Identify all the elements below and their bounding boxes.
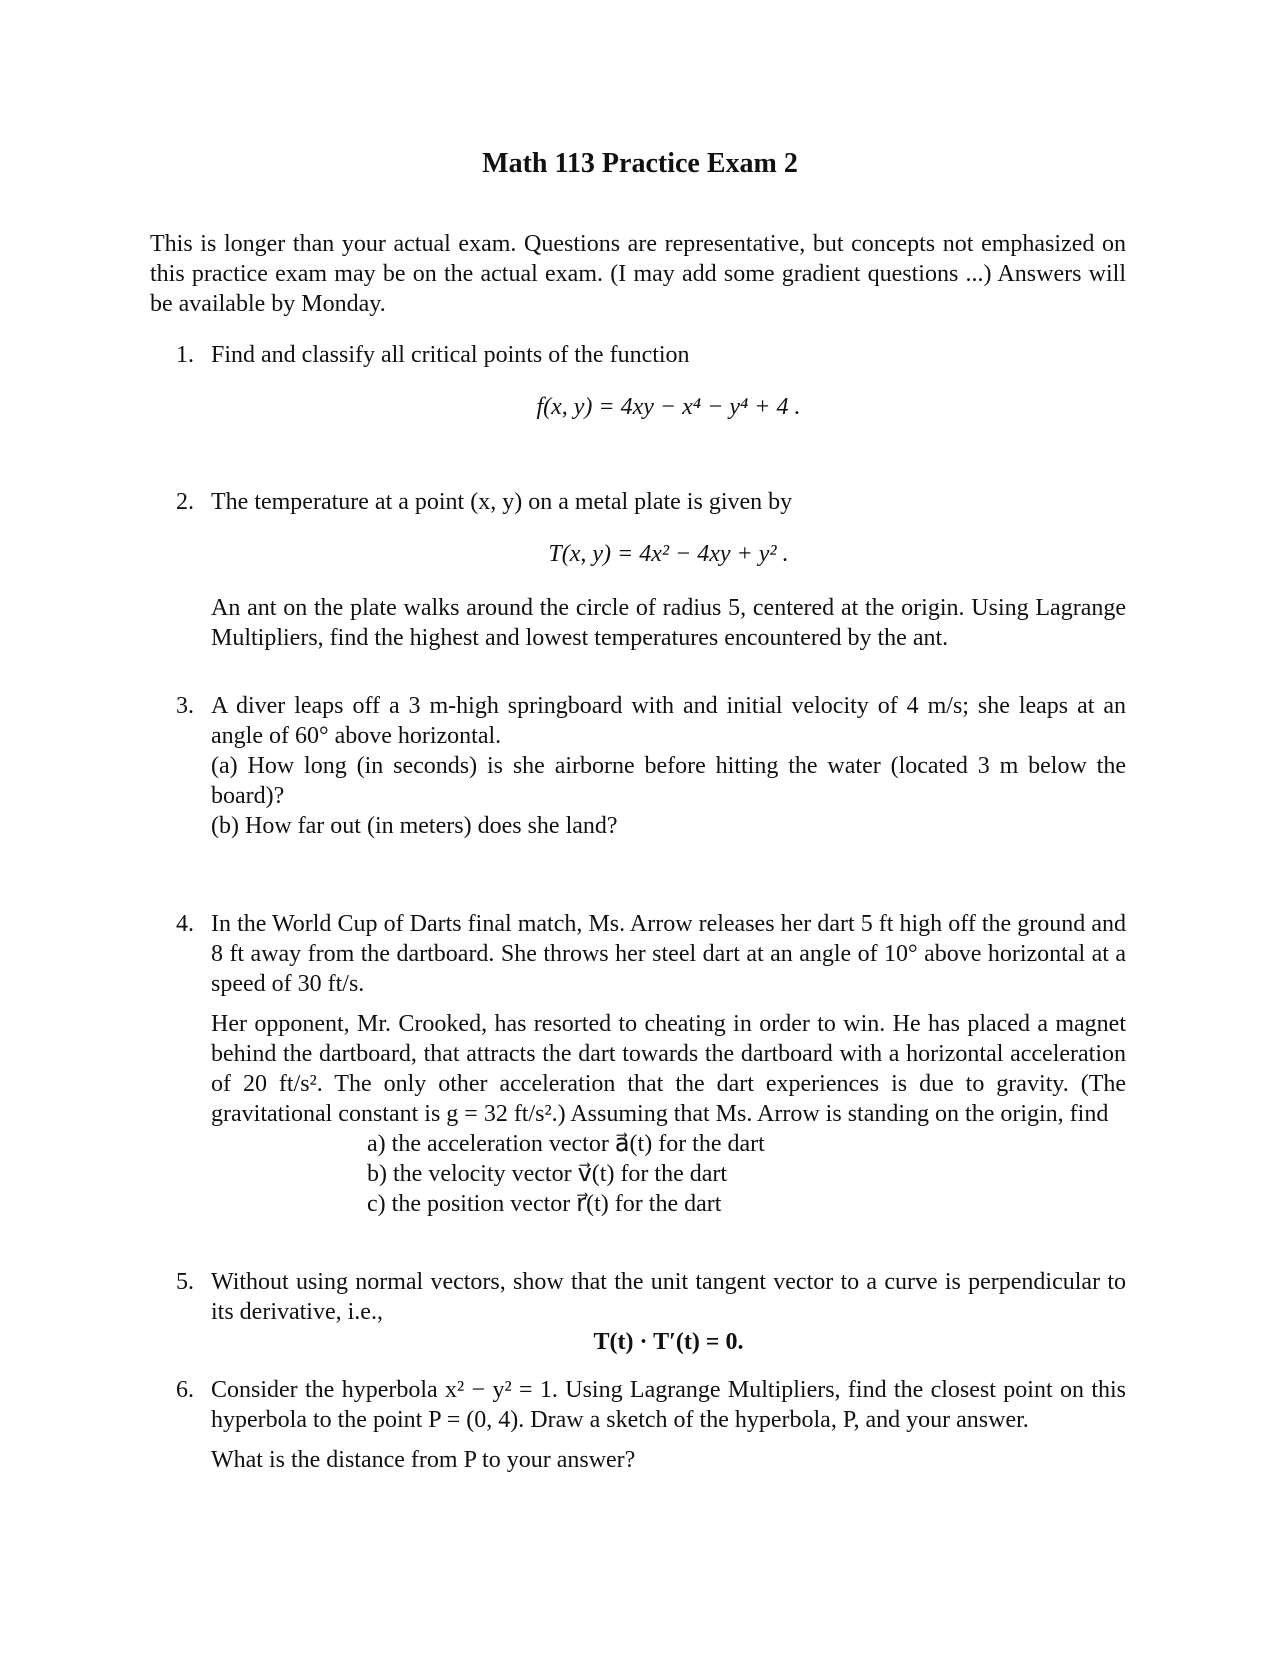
- question-text: In the World Cup of Darts final match, Ms. Arrow releases her dart 5 ft high off the ground and 8 ft away from the dartboard. She throws her steel dart at an angle of 10° above horizontal at a speed of 30 ft/s.: [211, 911, 1126, 997]
- equation: f(x, y) = 4xy − x⁴ − y⁴ + 4 .: [536, 394, 801, 420]
- question-text: Consider the hyperbola x² − y² = 1. Using Lagrange Multipliers, find the closest point on this hyperbola to the point P = (0, 4). Draw a sketch of the hyperbola, P, and your answer.: [211, 1377, 1126, 1433]
- question-follow-text: What is the distance from P to your answer?: [211, 1447, 636, 1473]
- equation: T(t) · T′(t) = 0.: [593, 1329, 744, 1355]
- question-number: 1.: [176, 342, 194, 368]
- question-part-b: (b) How far out (in meters) does she land?: [211, 813, 618, 839]
- question-parts-list: [367, 1129, 1126, 1219]
- question-number: 5.: [176, 1269, 194, 1295]
- question-text: Find and classify all critical points of the function: [211, 342, 690, 368]
- question-number: 6.: [176, 1377, 194, 1403]
- question-part-a: a) the acceleration vector a⃗(t) for the dart: [367, 1131, 765, 1157]
- question-number: 2.: [176, 489, 194, 515]
- question-text: A diver leaps off a 3 m-high springboard with and initial velocity of 4 m/s; she leaps at an angle of 60° above horizontal.: [211, 693, 1126, 749]
- question-follow-text: Her opponent, Mr. Crooked, has resorted to cheating in order to win. He has placed a magnet behind the dartboard, that attracts the dart towards the dartboard with a horizontal acceleration of 20 ft/s². The only other acceleration that the dart experiences is due to gravity. (The gravitational constant is g = 32 ft/s².) Assuming that Ms. Arrow is standing on the origin, find: [211, 1011, 1126, 1127]
- question-part-b: b) the velocity vector v⃗(t) for the dart: [367, 1161, 728, 1187]
- question-text: The temperature at a point (x, y) on a metal plate is given by: [211, 489, 793, 515]
- question-part-a: (a) How long (in seconds) is she airborne before hitting the water (located 3 m below the board)?: [211, 753, 1126, 809]
- question-part-c: c) the position vector r⃗(t) for the dart: [367, 1191, 722, 1217]
- question-text: Without using normal vectors, show that the unit tangent vector to a curve is perpendicular to its derivative, i.e.,: [211, 1269, 1126, 1325]
- question-number: 4.: [176, 911, 194, 937]
- intro-paragraph: This is longer than your actual exam. Questions are representative, but concepts not emphasized on this practice exam may be on the actual exam. (I may add some gradient questions ...) Answers will be available by Monday.: [150, 231, 1126, 317]
- equation: T(x, y) = 4x² − 4xy + y² .: [548, 541, 789, 567]
- question-follow-text: An ant on the plate walks around the circle of radius 5, centered at the origin. Using Lagrange Multipliers, find the highest and lowest temperatures encountered by the ant.: [211, 595, 1126, 651]
- question-number: 3.: [176, 693, 194, 719]
- page-title: Math 113 Practice Exam 2: [482, 148, 798, 179]
